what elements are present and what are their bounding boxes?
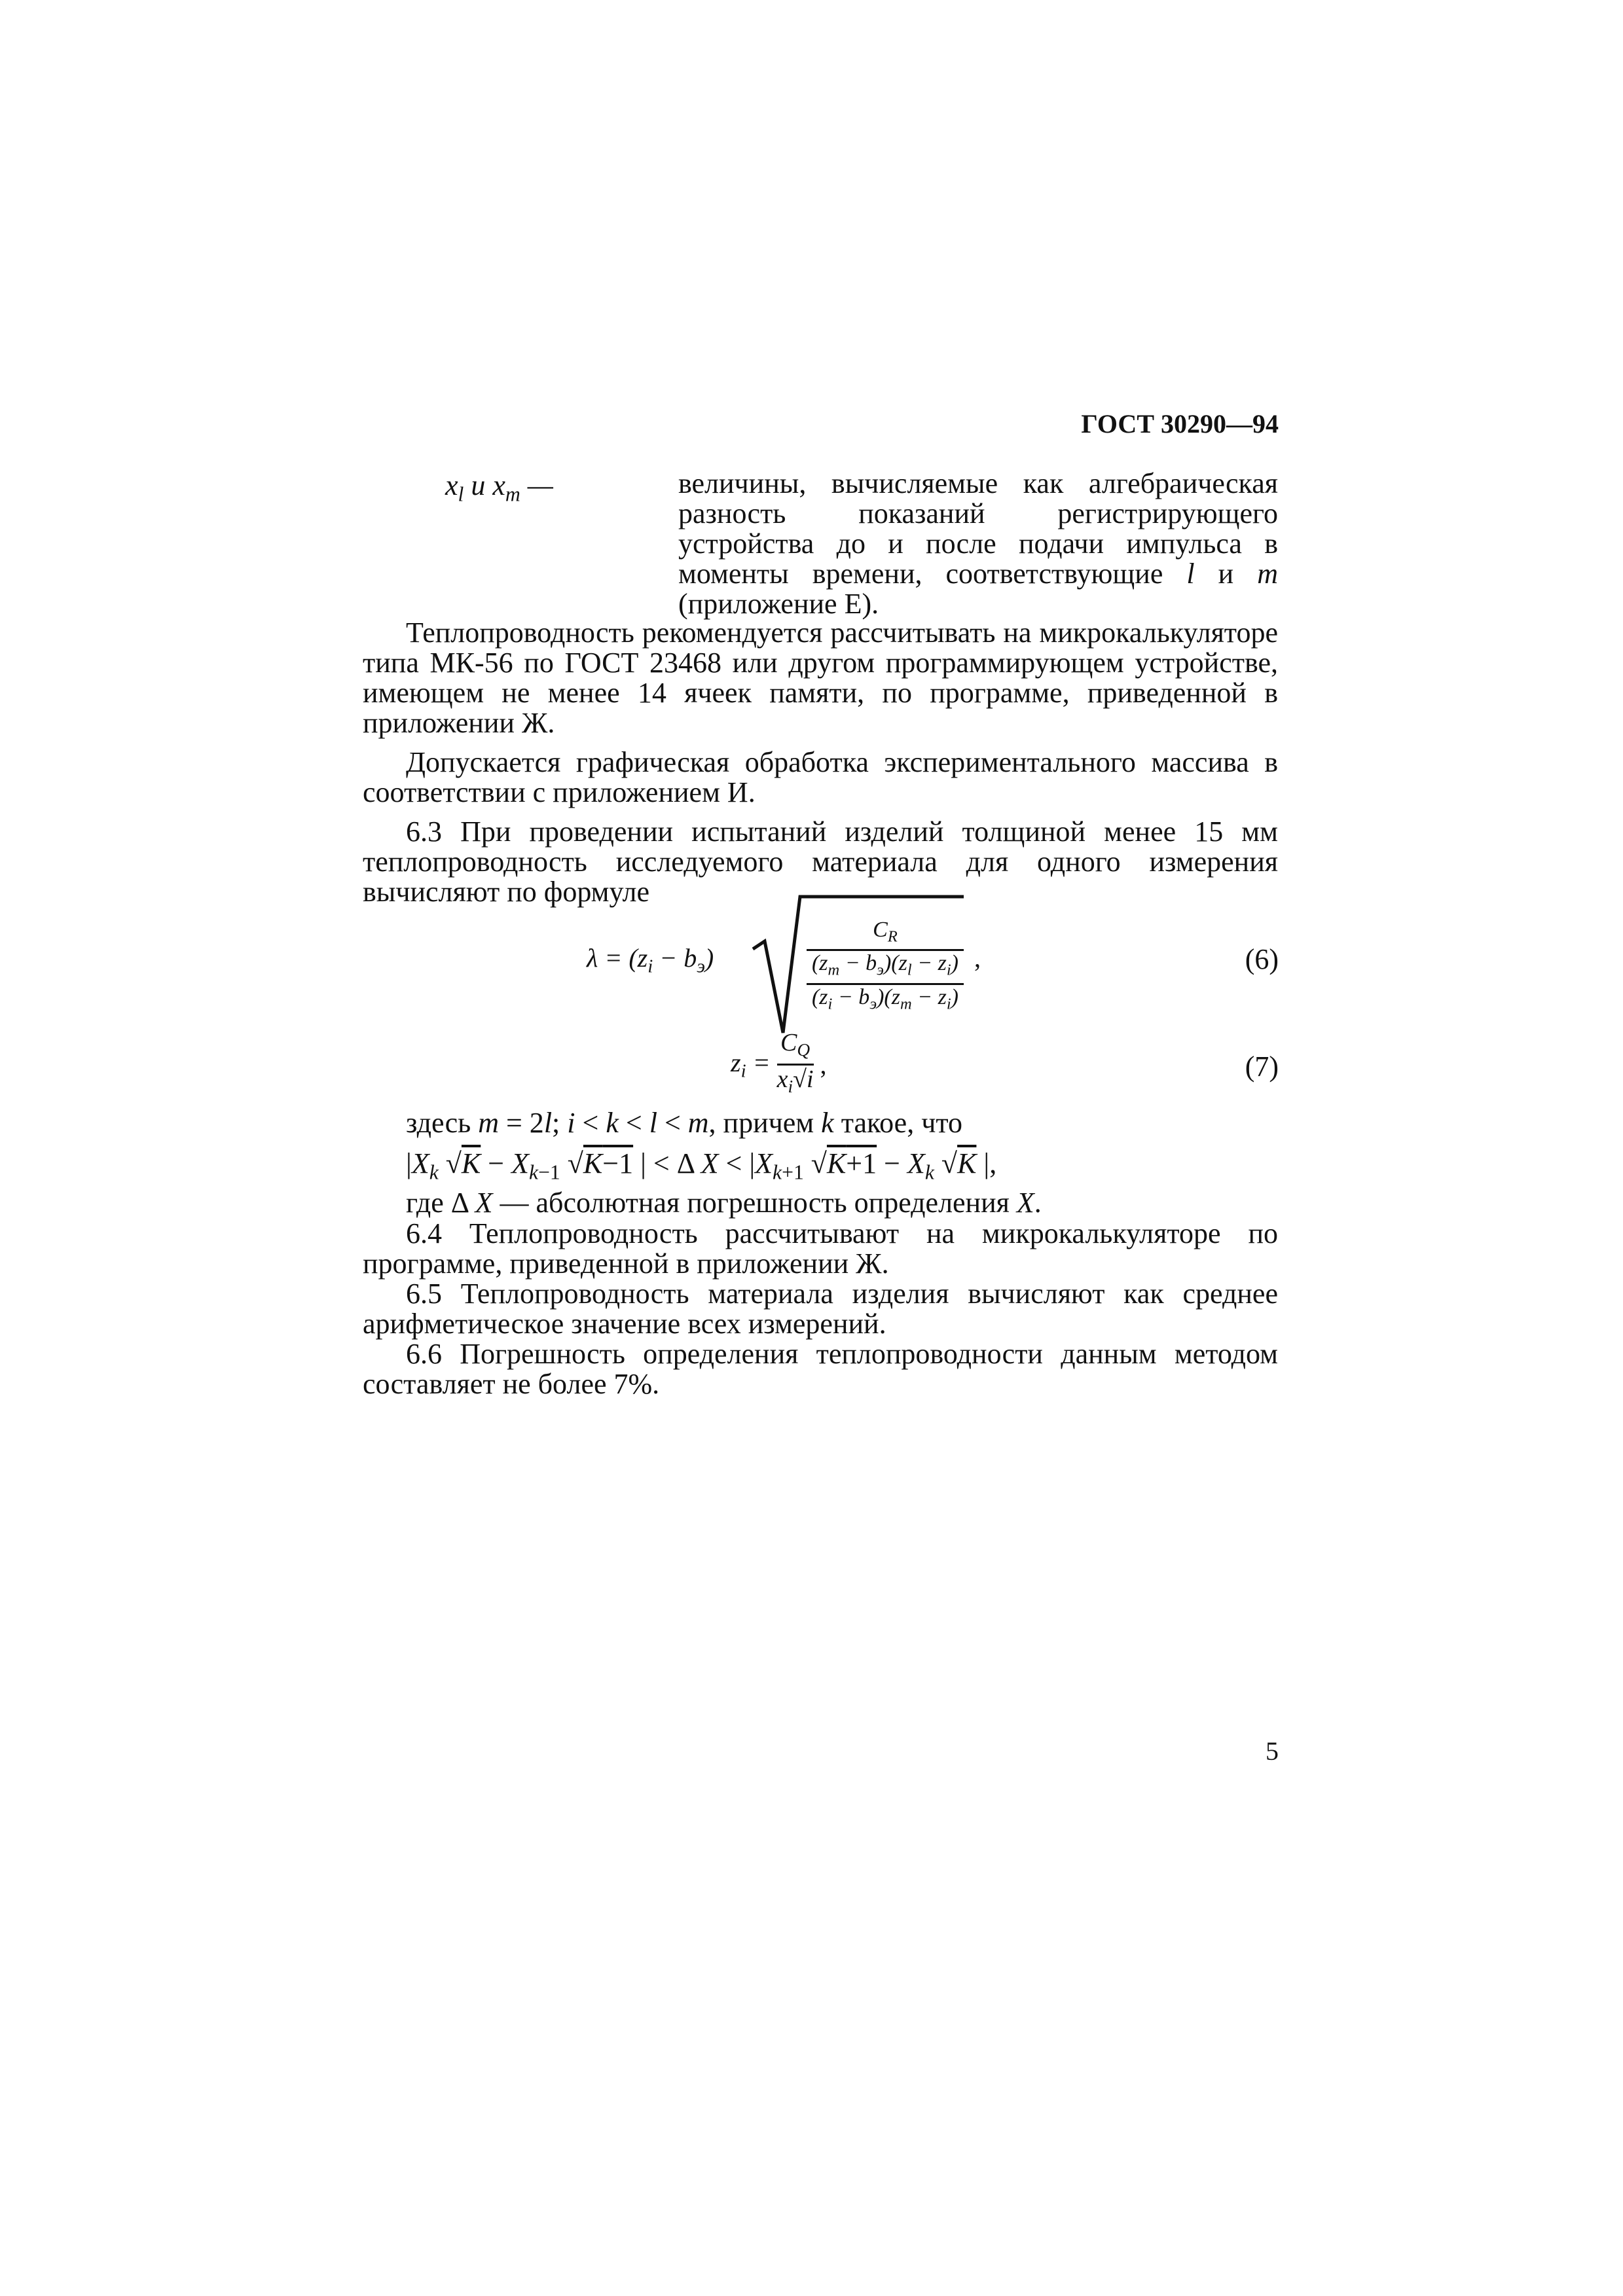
paragraph-graphic: Допускается графическая обработка экспериментального массива в соответствии с приложением И. — [363, 746, 1278, 808]
formula-7-numerator: $C_Q$ — [780, 1029, 811, 1060]
inequality: $|X_k$ $√K - X_{k-1}$ √K−1 | < Δ $X < |X_{k+1}$ $√K+1 - X_k$ √K |, — [406, 1147, 997, 1184]
formula-7-number: (7) — [1245, 1050, 1279, 1083]
paragraph-6-3: 6.3 При проведении испытаний изделий толщиной менее 15 мм теплопроводность исследуемого материала для одного измерения вычисляют по формуле — [363, 816, 1278, 908]
formula-6-compound-fraction — [807, 918, 964, 1016]
formula-6-numerator: $C_R$ — [873, 918, 898, 946]
paragraph-6-5: 6.5 Теплопроводность материала изделия вычисляют как среднее арифметическое значение всех измерений. — [363, 1278, 1278, 1340]
formula-7-fraction — [777, 1029, 814, 1100]
formula-6-number: (6) — [1245, 943, 1279, 975]
paragraph-6-6: 6.6 Погрешность определения теплопроводности данным методом составляет не более 7%. — [363, 1338, 1278, 1400]
formula-7 — [731, 1029, 827, 1100]
formula-7-denominator: $x_i√i$ — [777, 1064, 814, 1100]
formula-7-comma: , — [820, 1050, 827, 1080]
definition-term: $x_l$ и $x_m$ — — [445, 469, 553, 506]
formula-6-denominator-bottom: $(z_i - b_э)(z_m - z_i)$ — [807, 983, 964, 1016]
formula-6-lhs: $\lambda = (z_i - b_э)$ — [587, 943, 714, 977]
formula-6-comma: , — [974, 943, 981, 973]
paragraph-6-4: 6.4 Теплопроводность рассчитывают на микрокалькуляторе по программе, приведенной в приложении Ж. — [363, 1217, 1278, 1280]
document-code: ГОСТ 30290—94 — [1081, 409, 1279, 439]
page-number: 5 — [1266, 1736, 1279, 1766]
formula-6-denominator-top: $(z_m - b_э)(z_l - z_i)$ — [807, 949, 964, 982]
definition-text: величины, вычисляемые как алгебраическая разность показаний регистрирующего устройства до и после подачи импульса в моменты времени, соответствующие l и m (приложение Е). — [678, 467, 1279, 620]
formula-6 — [587, 884, 1032, 1041]
top-paragraphs — [363, 618, 1278, 907]
bottom-paragraphs — [363, 1219, 1278, 1399]
paragraph-recommend: Теплопроводность рекомендуется рассчитывать на микрокалькуляторе типа МК-56 по ГОСТ 23468 или другом программирующем устройстве, имеющем не менее 14 ячеек памяти, по программе, приведенной в приложении Ж. — [363, 617, 1278, 739]
formula-7-lhs: $z_i$ = — [731, 1047, 771, 1082]
line-delta: где Δ X — абсолютная погрешность определения X. — [406, 1187, 1042, 1219]
line-where: здесь m = 2l; i < k < l < m, причем k такое, что — [406, 1107, 962, 1139]
